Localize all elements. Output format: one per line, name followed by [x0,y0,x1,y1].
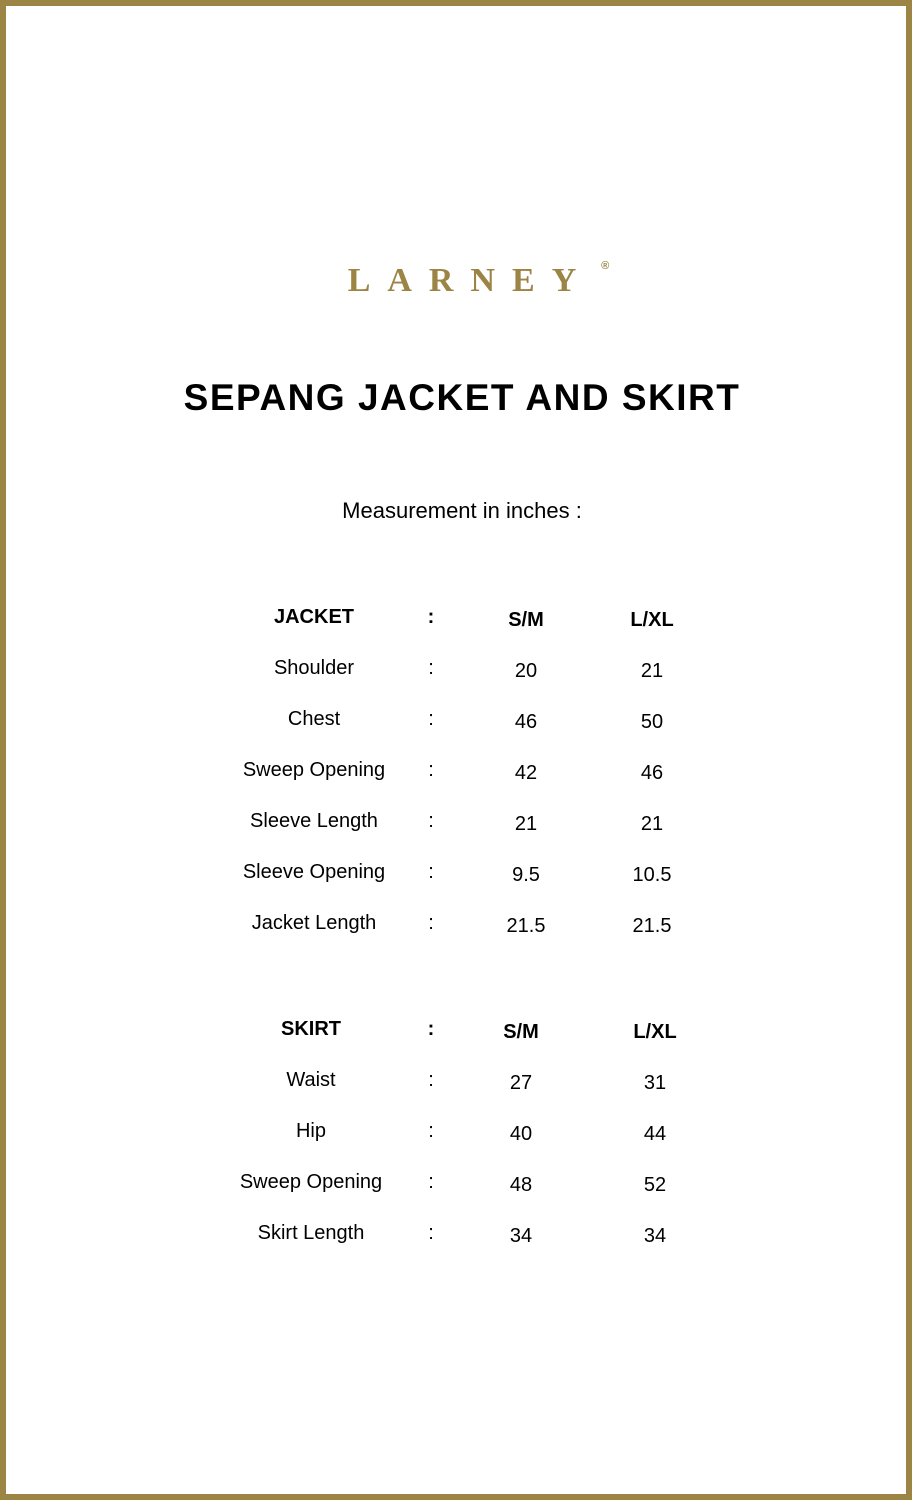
skirt-row-hip [6,1120,912,1150]
jacket-header-colon: : [427,606,435,628]
skirt-row-waist [6,1069,912,1099]
registered-mark: ® [601,260,610,272]
row-colon: : [428,1171,434,1193]
row-value-sm: 48 [509,1174,533,1196]
row-colon: : [428,1120,434,1142]
row-value-sm: 34 [509,1225,533,1247]
row-value-sm: 40 [509,1123,533,1145]
row-label: Sweep Opening [242,759,386,781]
row-colon: : [428,1069,434,1091]
jacket-row-sleeve-opening [6,861,912,891]
row-value-sm: 27 [509,1072,533,1094]
row-label: Sweep Opening [239,1171,383,1193]
skirt-header-colon: : [427,1018,435,1040]
row-colon: : [428,708,434,730]
skirt-header-sm: S/M [503,1021,539,1043]
brand-name-text: LARNEY [347,262,594,299]
jacket-row-chest [6,708,912,738]
row-label: Shoulder [273,657,355,679]
row-value-lxl: 50 [640,711,664,733]
row-label: Skirt Length [257,1222,365,1244]
row-label: Hip [295,1120,326,1142]
skirt-header-lxl: L/XL [633,1021,677,1043]
row-value-lxl: 52 [643,1174,667,1196]
jacket-header-sm: S/M [508,609,544,631]
row-colon: : [428,912,434,934]
row-colon: : [428,861,434,883]
row-label: Jacket Length [251,912,377,934]
skirt-header-row [6,1018,912,1048]
row-value-lxl: 21 [640,660,664,682]
skirt-row-sweep-opening [6,1171,912,1201]
skirt-row-skirt-length [6,1222,912,1252]
row-label: Chest [287,708,341,730]
row-colon: : [428,1222,434,1244]
row-value-sm: 9.5 [512,864,540,886]
jacket-header-label: JACKET [273,606,354,628]
row-value-sm: 21 [514,813,538,835]
jacket-header-lxl: L/XL [630,609,674,631]
row-value-lxl: 10.5 [632,864,672,886]
measurement-unit-note: Measurement in inches : [342,498,582,523]
brand-name [331,260,610,300]
row-value-sm: 20 [514,660,538,682]
row-value-lxl: 21 [640,813,664,835]
skirt-header-label: SKIRT [281,1018,341,1040]
row-label: Sleeve Length [250,810,378,832]
row-value-lxl: 46 [640,762,664,784]
row-label: Sleeve Opening [242,861,386,883]
row-colon: : [428,759,434,781]
brand-logo [6,262,912,300]
jacket-header-row [6,606,912,636]
row-value-sm: 42 [514,762,538,784]
jacket-row-sweep-opening [6,759,912,789]
page-title: SEPANG JACKET AND SKIRT [183,377,741,418]
jacket-row-shoulder [6,657,912,687]
row-value-lxl: 44 [643,1123,667,1145]
jacket-row-sleeve-length [6,810,912,840]
row-label: Waist [286,1069,336,1091]
row-colon: : [428,657,434,679]
row-colon: : [428,810,434,832]
row-value-sm: 21.5 [506,915,546,937]
row-value-sm: 46 [514,711,538,733]
row-value-lxl: 34 [643,1225,667,1247]
row-value-lxl: 21.5 [632,915,672,937]
jacket-row-jacket-length [6,912,912,942]
row-value-lxl: 31 [643,1072,667,1094]
